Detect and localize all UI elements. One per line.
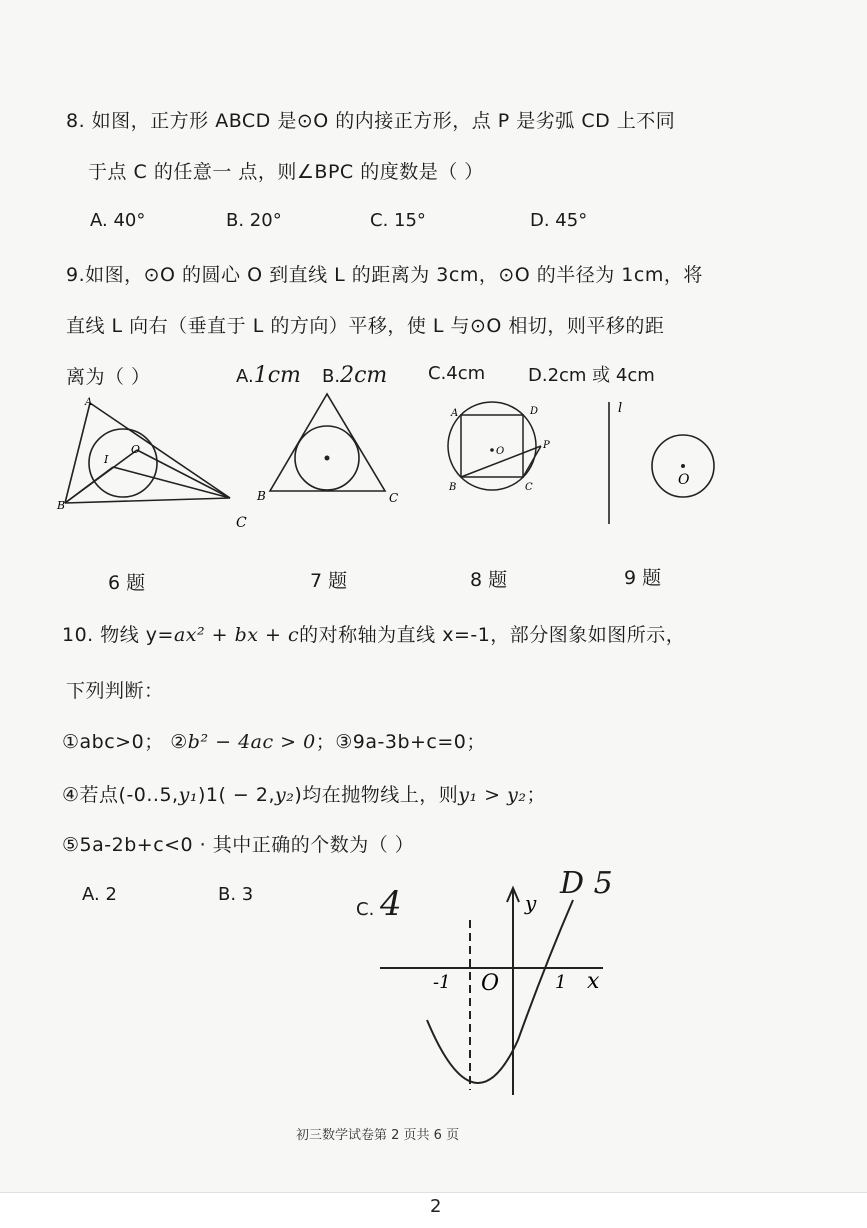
q10-option-a: A. 2: [82, 884, 117, 905]
graph-label-x: x: [587, 969, 600, 994]
figure-7: [255, 388, 415, 508]
q9-line1: 9.如图，⊙O 的圆心 O 到直线 L 的距离为 3cm，⊙O 的半径为 1cm，将: [66, 264, 703, 286]
fig8-label-b: B: [449, 482, 457, 493]
q10-line2: 下列判断：: [66, 680, 164, 702]
fig6-label-o: O: [131, 443, 141, 456]
q10-line1-suffix: 的对称轴为直线 x=-1，部分图象如图所示，: [299, 624, 686, 646]
q8-option-b: B. 20°: [226, 210, 282, 231]
fig7-label-b: B: [257, 489, 266, 503]
q10-stmt4-inequality: y₁ > y₂: [458, 784, 527, 806]
q8-line1: 8. 如图，正方形 ABCD 是⊙O 的内接正方形，点 P 是劣弧 CD 上不同: [66, 110, 676, 132]
q10-option-c-label: C.: [356, 899, 375, 920]
q10-handwritten-d: D 5: [560, 866, 613, 901]
q10-stmt4-prefix: ④若点(-0..5,: [62, 784, 179, 806]
q9-option-a: [236, 363, 301, 388]
q10-statement-5: ⑤5a-2b+c<0 · 其中正确的个数为（ ）: [62, 834, 415, 856]
q10-line1-prefix: 10. 物线 y=: [62, 624, 174, 646]
fig9-label-o: O: [678, 472, 690, 488]
fig6-label-a: A: [85, 397, 93, 408]
page-footer: 初三数学试卷第 2 页共 6 页: [296, 1128, 460, 1143]
q9-option-b: [322, 363, 387, 388]
graph-label-1: 1: [555, 972, 567, 993]
fig8-label-o: O: [496, 446, 505, 457]
q10-option-b: B. 3: [218, 884, 254, 905]
q10-stmt4-end: ；: [526, 784, 547, 806]
caption-fig7: 7 题: [310, 570, 348, 592]
q10-handwritten-c: 4: [380, 884, 402, 924]
fig6-label-b: B: [57, 499, 66, 512]
q8-option-c: C. 15°: [370, 210, 426, 231]
graph-label-origin: O: [481, 971, 500, 996]
q10-parabola-graph: [375, 880, 615, 1105]
q10-line1: [62, 620, 685, 647]
graph-label-y: y: [525, 891, 537, 915]
q8-line2: 于点 C 的任意一 点，则∠BPC 的度数是（ ）: [88, 161, 484, 183]
q10-stmt2-marker: ②: [170, 731, 188, 753]
page-number: 2: [430, 1196, 442, 1217]
fig6-label-c: C: [236, 515, 247, 531]
q9-handwritten-a: 1cm: [253, 363, 301, 388]
fig9-label-l: l: [618, 401, 623, 416]
q9-option-a-label: A.: [236, 366, 254, 387]
q10-stmt4-mid: )1( − 2,: [197, 784, 276, 806]
fig7-label-c: C: [389, 491, 399, 505]
q9-option-d: D.2cm 或 4cm: [528, 365, 655, 386]
q10-statements-1-3: [62, 727, 486, 754]
caption-fig9: 9 题: [624, 567, 662, 589]
caption-fig6: 6 题: [108, 572, 146, 594]
q9-line3: 离为（ ）: [66, 366, 151, 388]
q10-statement-4: [62, 780, 546, 807]
caption-fig8: 8 题: [470, 569, 508, 591]
q10-stmt4-y1: y₁: [178, 784, 198, 806]
q10-line1-expr: ax² + bx + c: [173, 624, 300, 646]
fig8-label-p: P: [543, 440, 550, 451]
figure-8: [445, 398, 575, 498]
q8-option-d: D. 45°: [530, 210, 588, 231]
q8-option-a: A. 40°: [90, 210, 146, 231]
fig8-label-a: A: [451, 408, 459, 419]
fig6-label-i: I: [104, 453, 109, 466]
q10-stmt3: ；③9a-3b+c=0；: [315, 731, 486, 753]
fig8-label-d: D: [530, 406, 539, 417]
q9-option-b-label: B.: [322, 366, 341, 387]
q10-stmt4-suffix: )均在抛物线上，则: [294, 784, 459, 806]
figure-9: [598, 398, 728, 528]
graph-label-neg1: -1: [433, 972, 451, 993]
q9-handwritten-b: 2cm: [340, 363, 388, 388]
fig8-label-c: C: [525, 482, 533, 493]
q10-stmt1: ①abc>0；: [62, 731, 164, 753]
figure-6: [55, 395, 255, 535]
q10-stmt2-expr: b² − 4ac > 0: [187, 731, 316, 753]
q10-stmt4-y2: y₂: [275, 784, 295, 806]
q9-line2: 直线 L 向右（垂直于 L 的方向）平移，使 L 与⊙O 相切，则平移的距: [66, 315, 665, 337]
q9-option-c: C.4cm: [428, 363, 486, 384]
